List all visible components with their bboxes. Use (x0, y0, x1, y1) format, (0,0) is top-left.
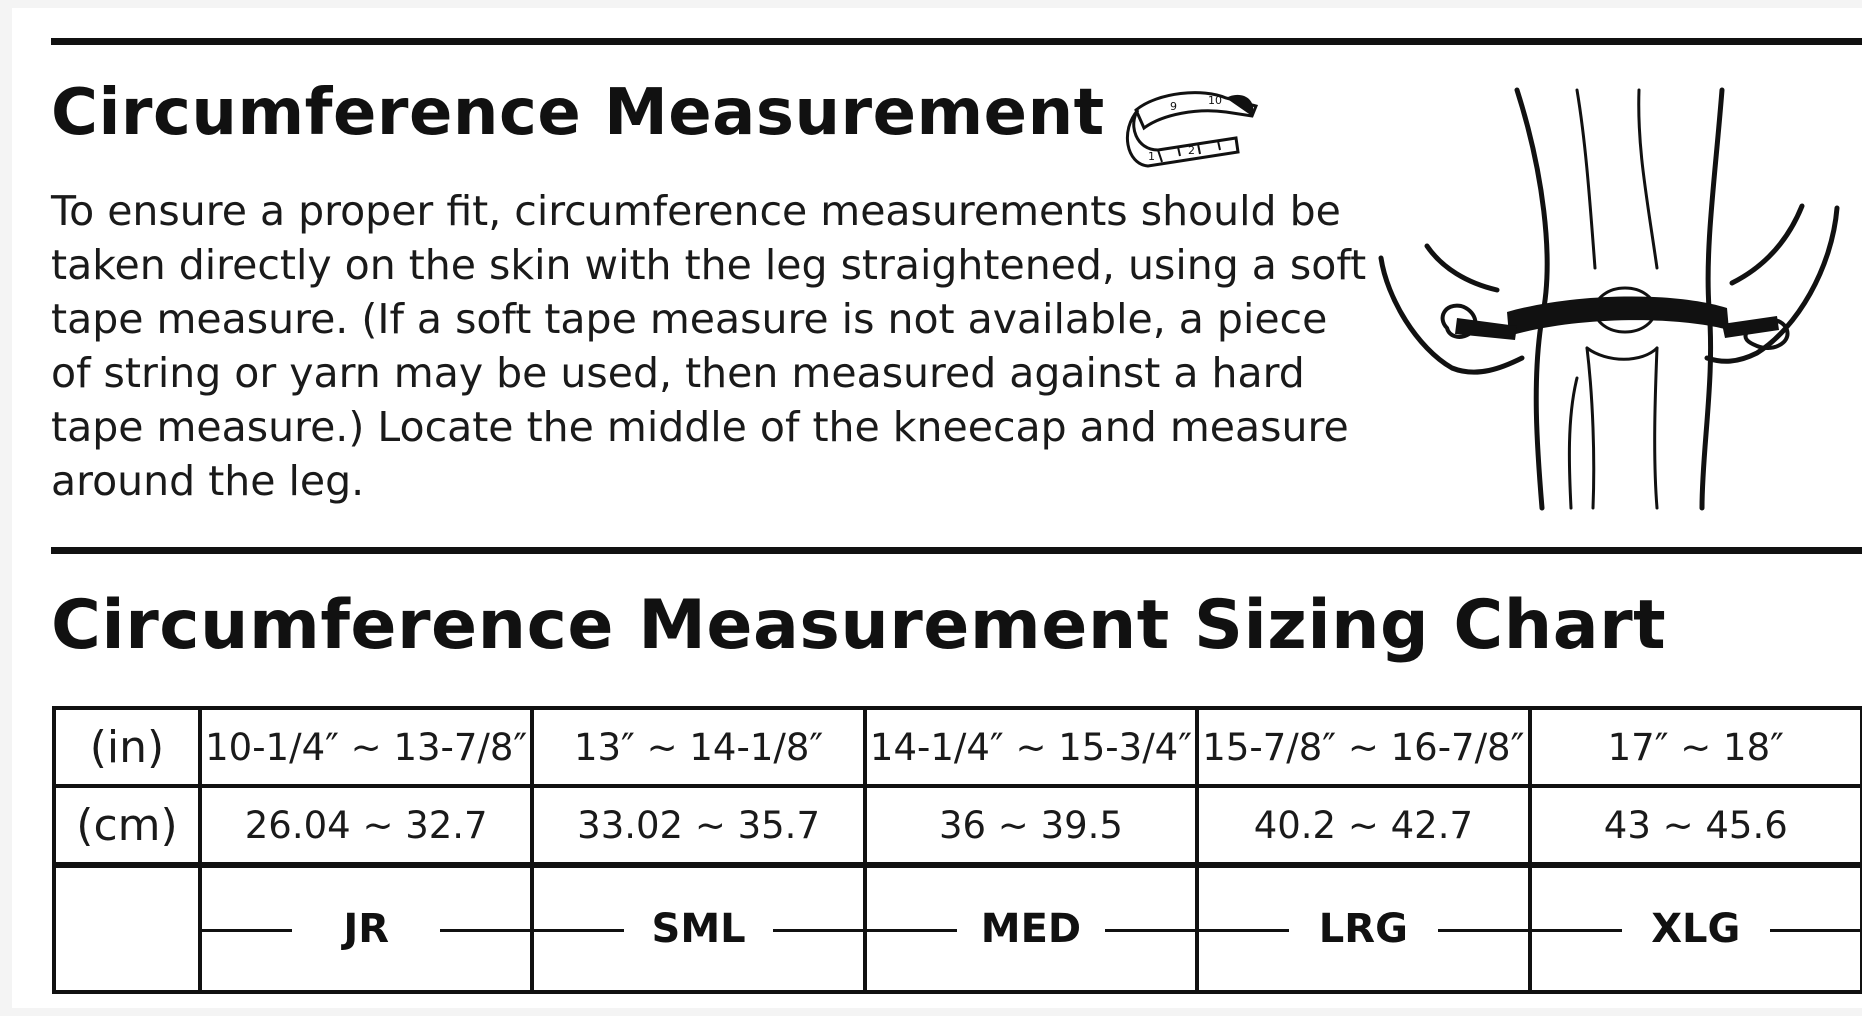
table-cell: 15-7/8″ ~ 16-7/8″ (1197, 708, 1529, 786)
table-row-sizes (54, 865, 1862, 992)
instruction-line: around the leg. (51, 457, 365, 505)
size-range-line (773, 929, 863, 932)
size-range-line (1105, 929, 1195, 932)
table-cell: 33.02 ~ 35.7 (532, 786, 864, 865)
knee-measuring-illustration (1357, 78, 1857, 518)
tape-number-2: 2 (1188, 144, 1195, 157)
unit-label-inches: (in) (54, 708, 200, 786)
table-row-centimeters (54, 786, 1862, 865)
size-label: XLG (1651, 906, 1741, 952)
size-cell (200, 865, 532, 992)
table-cell: 43 ~ 45.6 (1530, 786, 1862, 865)
size-label: SML (651, 906, 746, 952)
instruction-line: taken directly on the skin with the leg straightened, using a soft (51, 241, 1367, 289)
measurement-instructions (51, 184, 1367, 508)
size-range-line (1770, 929, 1860, 932)
size-range-line (1438, 929, 1528, 932)
measurement-title: Circumference Measurement (51, 76, 1105, 150)
tape-number-9: 9 (1170, 100, 1177, 113)
table-cell: 14-1/4″ ~ 15-3/4″ (865, 708, 1197, 786)
sizing-table (52, 706, 1862, 994)
size-cell (865, 865, 1197, 992)
size-cell (532, 865, 864, 992)
table-cell: 40.2 ~ 42.7 (1197, 786, 1529, 865)
instruction-line: To ensure a proper fit, circumference measurements should be (51, 187, 1341, 235)
middle-divider (51, 547, 1862, 554)
top-divider (51, 38, 1862, 45)
size-cell (1530, 865, 1862, 992)
table-cell: 10-1/4″ ~ 13-7/8″ (200, 708, 532, 786)
size-range-line (534, 929, 624, 932)
table-cell: 13″ ~ 14-1/8″ (532, 708, 864, 786)
sizing-sheet (12, 8, 1862, 1008)
size-range-line (202, 929, 292, 932)
tape-number-1: 1 (1148, 150, 1155, 163)
tape-measure-icon (1118, 80, 1268, 180)
tape-number-10: 10 (1208, 94, 1222, 107)
table-cell: 26.04 ~ 32.7 (200, 786, 532, 865)
size-range-line (1532, 929, 1622, 932)
sizing-chart-title: Circumference Measurement Sizing Chart (51, 586, 1667, 665)
unit-label-size (54, 865, 200, 992)
size-label: JR (343, 906, 390, 952)
size-range-line (440, 929, 530, 932)
unit-label-centimeters: (cm) (54, 786, 200, 865)
size-label: LRG (1318, 906, 1408, 952)
size-cell (1197, 865, 1529, 992)
instruction-line: of string or yarn may be used, then measured against a hard (51, 349, 1305, 397)
table-row-inches (54, 708, 1862, 786)
size-label: MED (980, 906, 1082, 952)
table-cell: 17″ ~ 18″ (1530, 708, 1862, 786)
table-cell: 36 ~ 39.5 (865, 786, 1197, 865)
size-range-line (1199, 929, 1289, 932)
instruction-line: tape measure.) Locate the middle of the kneecap and measure (51, 403, 1349, 451)
size-range-line (867, 929, 957, 932)
instruction-line: tape measure. (If a soft tape measure is not available, a piece (51, 295, 1328, 343)
